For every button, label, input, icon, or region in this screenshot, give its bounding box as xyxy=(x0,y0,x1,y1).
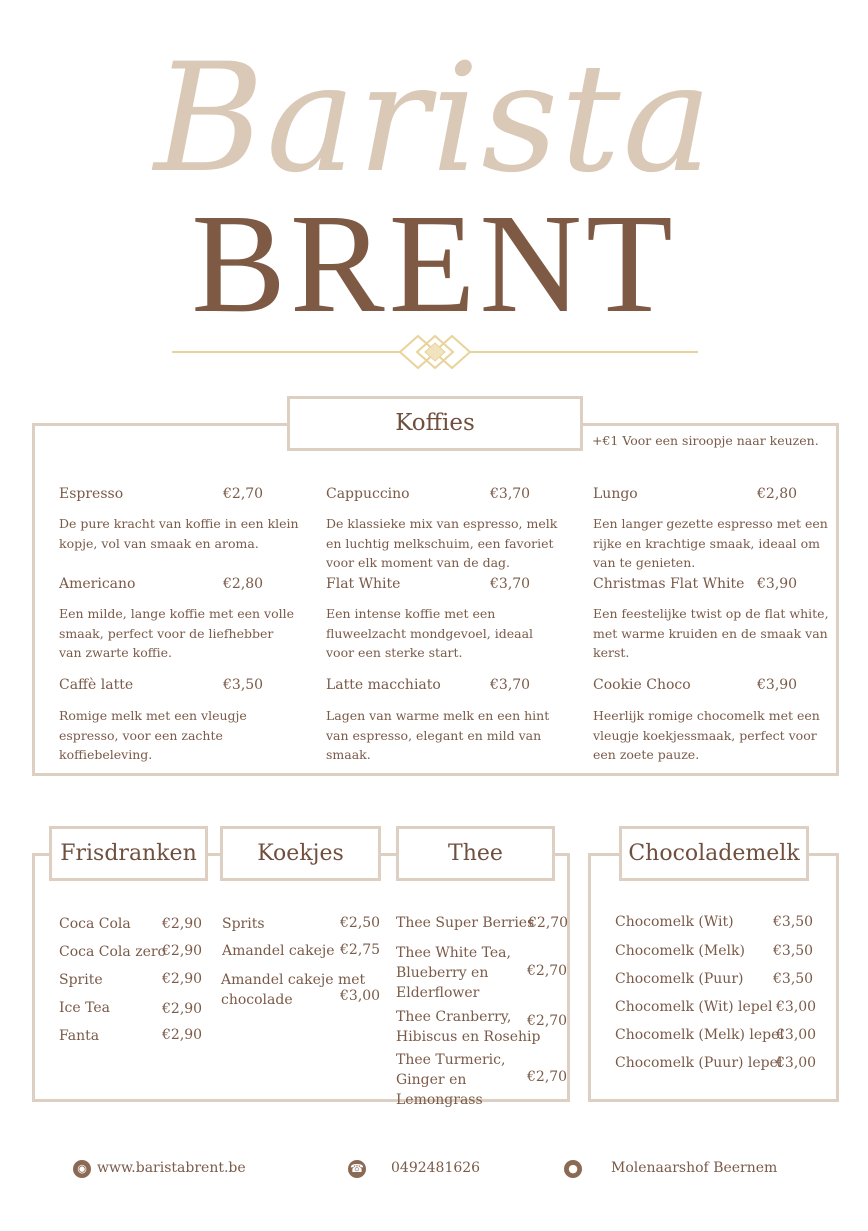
coffee-item-name: Americano xyxy=(59,576,136,592)
chocolate-item-name: Chocomelk (Wit) lepel xyxy=(615,999,773,1015)
brand-script-title: Barista xyxy=(153,32,715,206)
address-text: Molenaarshof Beernem xyxy=(611,1160,778,1176)
cookie-item-price: €2,50 xyxy=(340,915,381,931)
chocolate-item-price: €3,50 xyxy=(773,971,814,987)
softdrink-item-name: Coca Cola xyxy=(59,916,131,932)
tea-item-price: €2,70 xyxy=(527,963,568,979)
chocolate-item-price: €3,00 xyxy=(776,999,817,1015)
coffee-item-price: €2,80 xyxy=(223,576,264,592)
coffee-item-name: Espresso xyxy=(59,486,124,502)
phone-icon: ☎ xyxy=(348,1160,366,1178)
cookie-item-price: €2,75 xyxy=(340,942,381,958)
coffee-item-desc: Lagen van warme melk en een hint van espresso, elegant en mild van smaak. xyxy=(326,708,550,762)
coffee-item-desc: Romige melk met een vleugje espresso, voor een zachte koffiebeleving. xyxy=(59,708,247,762)
softdrink-item-name: Sprite xyxy=(59,972,103,988)
coffee-item-price: €2,80 xyxy=(757,486,798,502)
chocolate-item-name: Chocomelk (Puur) xyxy=(615,971,744,987)
chocolate-item-price: €3,50 xyxy=(773,914,814,930)
phone-number[interactable]: 0492481626 xyxy=(391,1160,481,1176)
coffee-item-desc: Heerlijk romige chocomelk met een vleugje koekjessmaak, perfect voor een zoete pauze. xyxy=(593,708,820,762)
softdrink-item-price: €2,90 xyxy=(162,1027,203,1043)
coffee-item-price: €2,70 xyxy=(223,486,264,502)
location-pin-icon: ● xyxy=(564,1160,582,1178)
coffee-item-price: €3,70 xyxy=(490,486,531,502)
softdrinks-section-title: Frisdranken xyxy=(49,826,208,881)
tea-item-name: Thee Cranberry, Hibiscus en Rosehip xyxy=(396,1009,541,1045)
chocolate-item-price: €3,00 xyxy=(776,1055,817,1071)
website-link[interactable]: www.baristabrent.be xyxy=(97,1160,246,1176)
coffee-item-name: Christmas Flat White xyxy=(593,576,745,592)
coffee-section-title: Koffies xyxy=(287,396,583,451)
globe-icon: ◉ xyxy=(73,1160,91,1178)
tea-item-price: €2,70 xyxy=(528,915,569,931)
coffee-item-desc: Een intense koffie met een fluweelzacht mondgevoel, ideaal voor een sterke start. xyxy=(326,606,534,660)
coffee-item-desc: Een langer gezette espresso met een rijke en krachtige smaak, ideaal om van te genieten. xyxy=(593,516,828,570)
brand-main-title: BRENT xyxy=(191,184,677,342)
tea-item-name: Thee Turmeric, Ginger en Lemongrass xyxy=(396,1052,506,1108)
coffee-item-name: Flat White xyxy=(326,576,401,592)
tea-item-price: €2,70 xyxy=(527,1069,568,1085)
ornament-divider-icon xyxy=(172,334,698,370)
coffee-item-desc: Een milde, lange koffie met een volle smaak, perfect voor de liefhebber van zwarte koffie. xyxy=(59,606,295,660)
chocolate-item-name: Chocomelk (Melk) xyxy=(615,943,745,959)
chocolate-item-price: €3,50 xyxy=(773,943,814,959)
tea-item-name: Thee Super Berries xyxy=(396,915,535,931)
softdrink-item-price: €2,90 xyxy=(162,1001,203,1017)
softdrink-item-price: €2,90 xyxy=(162,943,203,959)
coffee-item-desc: De klassieke mix van espresso, melk en luchtig melkschuim, een favoriet voor elk moment van de dag. xyxy=(326,516,558,570)
tea-item-name: Thee White Tea, Blueberry en Elderflower xyxy=(396,945,511,1001)
coffee-item-price: €3,50 xyxy=(223,677,264,693)
chocolate-item-price: €3,00 xyxy=(776,1027,817,1043)
coffee-item-name: Latte macchiato xyxy=(326,677,441,693)
coffee-item-desc: Een feestelijke twist op de flat white, met warme kruiden en de smaak van kerst. xyxy=(593,606,829,660)
coffee-item-price: €3,70 xyxy=(490,576,531,592)
chocolate-section-title: Chocolademelk xyxy=(619,826,809,881)
cookie-item-name: Amandel cakeje xyxy=(222,943,335,959)
cookies-section-title: Koekjes xyxy=(220,826,381,881)
coffee-item-name: Cookie Choco xyxy=(593,677,691,693)
softdrink-item-price: €2,90 xyxy=(162,916,203,932)
coffee-item-name: Cappuccino xyxy=(326,486,410,502)
cookie-item-name: Amandel cakeje met chocolade xyxy=(221,972,366,1008)
coffee-item-price: €3,90 xyxy=(757,576,798,592)
cookie-item-price: €3,00 xyxy=(340,988,381,1004)
softdrink-item-name: Ice Tea xyxy=(59,1000,110,1016)
softdrink-item-name: Fanta xyxy=(59,1028,100,1044)
coffee-item-name: Lungo xyxy=(593,486,638,502)
coffee-item-price: €3,70 xyxy=(490,677,531,693)
coffee-item-name: Caffè latte xyxy=(59,677,134,693)
chocolate-item-name: Chocomelk (Puur) lepel xyxy=(615,1055,783,1071)
chocolate-item-name: Chocomelk (Melk) lepel xyxy=(615,1027,784,1043)
chocolate-item-name: Chocomelk (Wit) xyxy=(615,914,734,930)
tea-item-price: €2,70 xyxy=(527,1013,568,1029)
coffee-item-price: €3,90 xyxy=(757,677,798,693)
coffee-item-desc: De pure kracht van koffie in een klein kopje, vol van smaak en aroma. xyxy=(59,516,299,551)
tea-section-title: Thee xyxy=(396,826,555,881)
cookie-item-name: Sprits xyxy=(222,916,265,932)
syrup-note: +€1 Voor een siroopje naar keuzen. xyxy=(592,433,819,448)
softdrink-item-name: Coca Cola zero xyxy=(59,944,166,960)
softdrink-item-price: €2,90 xyxy=(162,971,203,987)
